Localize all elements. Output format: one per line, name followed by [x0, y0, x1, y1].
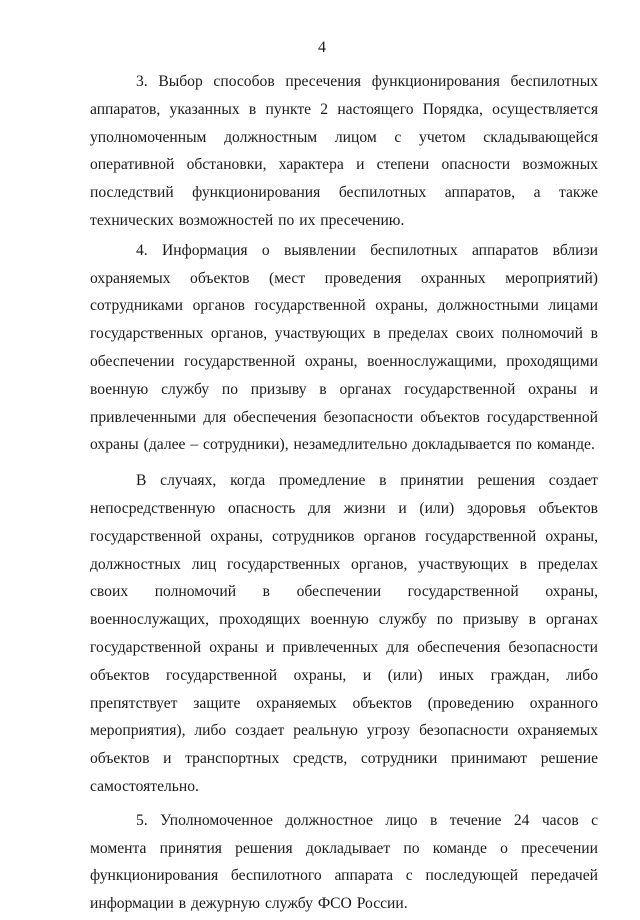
paragraph-item-5: 5. Уполномоченное должностное лицо в течение 24 часов с момента принятия решения докладывает по команде о пресечении функционирования беспилотного аппарата с последующей передачей информации в дежурную службу ФСО России. [90, 811, 598, 913]
paragraph-item-4-continuation: В случаях, когда промедление в принятии решения создает непосредственную опасность для жизни и (или) здоровья объектов государственной охраны, сотрудников органов государственной охраны, должностных лиц государственных органов, участвующих в пределах своих полномочий в обеспечении государственной охраны, военнослужащих, проходящих военную службу по призыву в органах государственной охраны и привлеченных для обеспечения безопасности объектов государственной охраны, и (или) иных граждан, либо препятствует защите охраняемых объектов (проведению охранного мероприятия), либо создает реальную угрозу безопасности охраняемых объектов и транспортных средств, сотрудники принимают решение самостоятельно. [90, 472, 598, 795]
paragraph-item-3: 3. Выбор способов пресечения функционирования беспилотных аппаратов, указанных в пункте 2 настоящего Порядка, осуществляется уполномоченным должностным лицом с учетом складывающейся оперативной обстановки, характера и степени опасности возможных последствий функционирования беспилотных аппаратов, а также технических возможностей по их пресечению. [90, 73, 598, 229]
page-number: 4 [318, 39, 326, 56]
paragraph-item-4: 4. Информация о выявлении беспилотных аппаратов вблизи охраняемых объектов (мест проведения охранных мероприятий) сотрудниками органов государственной охраны, должностными лицами государственных органов, участвующих в пределах своих полномочий в обеспечении государственной охраны, военнослужащими, проходящими военную службу по призыву в органах государственной охраны и привлеченными для обеспечения безопасности объектов государственной охраны (далее – сотрудники), незамедлительно докладывается по команде. [90, 241, 598, 454]
